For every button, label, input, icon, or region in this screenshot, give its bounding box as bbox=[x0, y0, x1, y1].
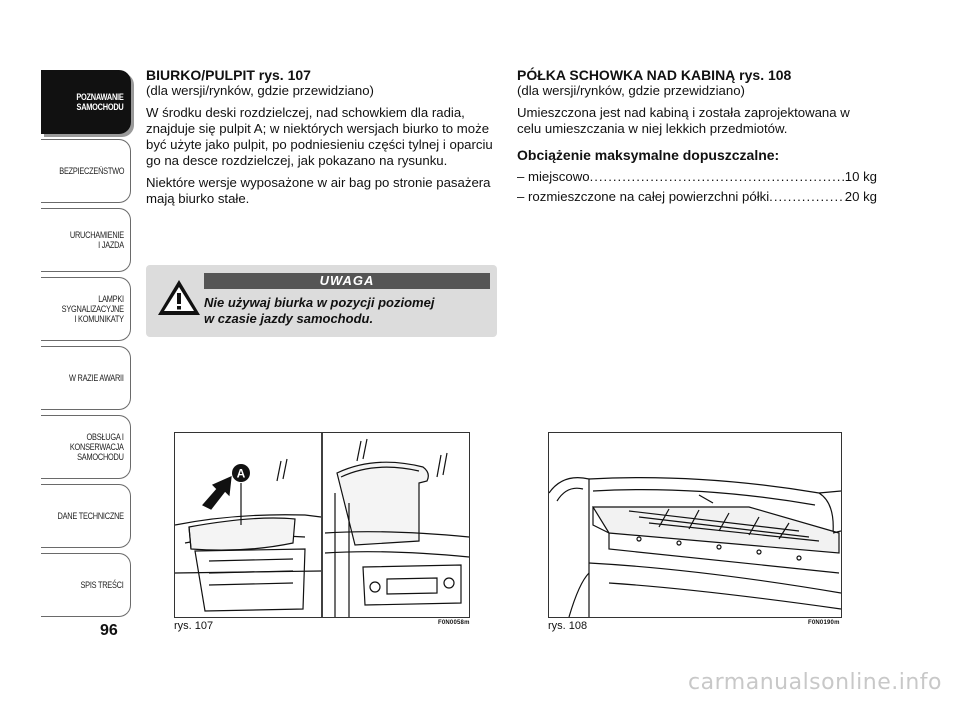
warning-title: UWAGA bbox=[204, 273, 490, 289]
tab-poznawanie-samochodu[interactable] bbox=[41, 70, 131, 134]
load-item-label: – rozmieszczone na całej powierzchni półki bbox=[517, 189, 770, 204]
dot-leader bbox=[769, 189, 845, 205]
shelf-drawing bbox=[549, 433, 841, 617]
page-number: 96 bbox=[100, 622, 118, 639]
tab-bezpieczenstwo[interactable] bbox=[41, 139, 131, 203]
tab-label: BEZPIECZEŃSTWO bbox=[58, 166, 124, 176]
tab-w-razie-awarii[interactable] bbox=[41, 346, 131, 410]
section-subheading: (dla wersji/rynków, gdzie przewidziano) bbox=[517, 83, 745, 98]
tab-label: DANE TECHNICZNE bbox=[57, 511, 124, 521]
warning-text: Nie używaj biurka w pozycji poziomej w czasie jazdy samochodu. bbox=[204, 295, 435, 326]
load-item bbox=[517, 189, 877, 205]
load-item-value: 10 kg bbox=[844, 169, 877, 184]
load-heading: Obciążenie maksymalne dopuszczalne: bbox=[517, 147, 780, 163]
figure-desk-illustration bbox=[174, 432, 470, 618]
marker-label: A bbox=[236, 466, 246, 481]
tab-spis-tresci[interactable] bbox=[41, 553, 131, 617]
tab-label: LAMPKI SYGNALIZACYJNE I KOMUNIKATY bbox=[61, 294, 124, 324]
dot-leader bbox=[590, 169, 845, 185]
figure-shelf-illustration bbox=[548, 432, 842, 618]
desk-drawing bbox=[175, 433, 469, 617]
section-heading: PÓŁKA SCHOWKA NAD KABINĄ rys. 108 bbox=[517, 67, 792, 83]
figure-caption: rys. 108 bbox=[548, 620, 588, 632]
tab-label: OBSŁUGA I KONSERWACJA SAMOCHODU bbox=[70, 432, 124, 462]
body-paragraph: W środku deski rozdzielczej, nad schowkiem dla radia, znajduje się pulpit A; w niektórych wersjach biurko to może być użyte jako pulpit, po podniesieniu części tylnej i oparciu go na desce rozdzielczej, jak pokazano na rysunku. bbox=[146, 105, 493, 168]
tab-lampki-sygnalizacyjne[interactable] bbox=[41, 277, 131, 341]
section-heading: BIURKO/PULPIT rys. 107 bbox=[146, 67, 311, 83]
warning-box bbox=[146, 265, 497, 337]
tab-obsluga-i-konserwacja[interactable] bbox=[41, 415, 131, 479]
overhead-shelf-section bbox=[517, 67, 877, 209]
warning-triangle-icon bbox=[156, 277, 202, 317]
figure-code: F0N0190m bbox=[808, 620, 840, 626]
load-item-value: 20 kg bbox=[844, 189, 877, 204]
tab-label: W RAZIE AWARII bbox=[69, 373, 124, 383]
load-item-label: – miejscowo bbox=[517, 169, 590, 184]
section-subheading: (dla wersji/rynków, gdzie przewidziano) bbox=[146, 83, 374, 98]
tab-label: POZNAWANIE SAMOCHODU bbox=[76, 92, 124, 112]
tab-uruchamienie-i-jazda[interactable] bbox=[41, 208, 131, 272]
body-paragraph: Niektóre wersje wyposażone w air bag po stronie pasażera mają biurko stałe. bbox=[146, 175, 491, 206]
watermark: carmanualsonline.info bbox=[688, 670, 942, 695]
figure-code: F0N0058m bbox=[438, 620, 470, 626]
desk-section bbox=[146, 67, 498, 213]
tab-label: SPIS TREŚCI bbox=[80, 580, 124, 590]
body-paragraph: Umieszczona jest nad kabiną i została zaprojektowana w celu umieszczania w niej lekkich przedmiotów. bbox=[517, 105, 850, 136]
figure-caption: rys. 107 bbox=[174, 620, 214, 632]
load-item bbox=[517, 169, 877, 185]
tab-label: URUCHAMIENIE I JAZDA bbox=[69, 230, 124, 250]
tab-dane-techniczne[interactable] bbox=[41, 484, 131, 548]
